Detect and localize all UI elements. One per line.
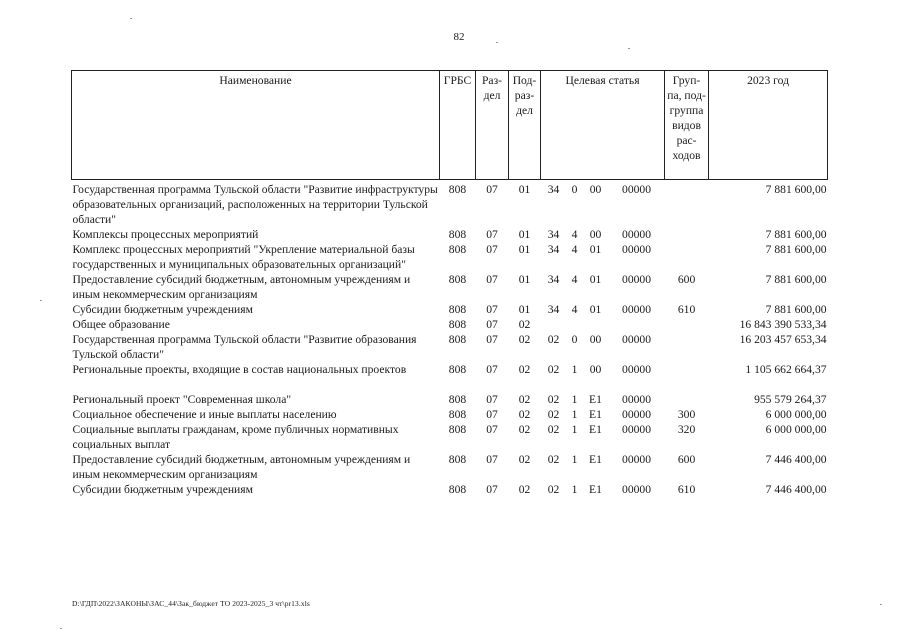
file-path-footer: D:\ГДП\2022\ЗАКОНЫ\ЗАС_44\Зак_бюджет ТО 2023-2025_3 чт\pr13.xls <box>72 599 310 608</box>
row-name: Субсидии бюджетным учреждениям <box>72 303 253 316</box>
row-razdel: 07 <box>486 273 498 286</box>
header-year-2023: 2023 год <box>709 71 828 180</box>
row-grbs: 808 <box>448 318 467 331</box>
row-expense-group: 300 <box>677 408 696 421</box>
budget-sheet <box>71 70 827 497</box>
row-name: Государственная программа Тульской области "Развитие инфраструктуры образовательных организаций, расположенных на территории Тульской области" <box>72 183 438 226</box>
row-target-event: E1 <box>589 453 602 466</box>
row-target-direction: 00000 <box>622 243 652 256</box>
row-name: Комплекс процессных мероприятий "Укрепление материальной базы государственных и муниципальных образовательных организаций" <box>72 243 415 271</box>
row-expense-group <box>665 332 709 362</box>
row-amount: 6 000 000,00 <box>765 408 827 421</box>
row-target-program: 02 <box>547 483 560 496</box>
row-podrazdel: 01 <box>518 183 531 196</box>
scan-speck <box>40 300 42 301</box>
row-target-direction: 00000 <box>622 333 652 346</box>
row-target-event: E1 <box>589 483 602 496</box>
table-row <box>72 242 828 272</box>
row-amount: 16 203 457 653,34 <box>739 333 827 346</box>
row-target-program: 02 <box>547 453 560 466</box>
row-grbs: 808 <box>448 273 467 286</box>
row-expense-group <box>665 317 709 332</box>
row-podrazdel: 02 <box>518 483 531 496</box>
row-grbs: 808 <box>448 333 467 346</box>
table-row <box>72 482 828 497</box>
row-amount: 955 579 264,37 <box>754 393 827 406</box>
row-podrazdel: 01 <box>518 273 531 286</box>
row-razdel: 07 <box>486 363 498 376</box>
table-row <box>72 422 828 452</box>
row-target-direction: 00000 <box>622 183 652 196</box>
row-podrazdel: 01 <box>518 303 531 316</box>
scan-speck <box>60 628 62 629</box>
row-grbs: 808 <box>448 423 467 436</box>
row-razdel: 07 <box>486 393 498 406</box>
table-row <box>72 272 828 302</box>
row-expense-group: 600 <box>677 273 696 286</box>
row-target-event: E1 <box>589 423 602 436</box>
row-target-subprogram: 1 <box>571 393 578 406</box>
header-razdel: Раз- дел <box>476 71 509 180</box>
row-target-subprogram: 1 <box>571 453 578 466</box>
row-target-event: 00 <box>589 183 602 196</box>
row-target-program: 34 <box>547 303 560 316</box>
scan-speck <box>628 48 630 49</box>
row-grbs: 808 <box>448 228 467 241</box>
row-podrazdel: 02 <box>518 318 531 331</box>
header-podrazdel: Под- раз- дел <box>509 71 541 180</box>
row-target-event: 01 <box>589 243 602 256</box>
row-target-subprogram: 4 <box>571 228 578 241</box>
header-expense-group: Груп- па, под- группа видов рас- ходов <box>665 71 709 180</box>
row-grbs: 808 <box>448 183 467 196</box>
scan-speck <box>880 604 882 605</box>
row-target-direction: 00000 <box>622 363 652 376</box>
row-podrazdel: 02 <box>518 453 531 466</box>
row-target-subprogram: 1 <box>571 423 578 436</box>
row-target-subprogram: 0 <box>571 183 578 196</box>
table-row <box>72 362 828 392</box>
row-expense-group <box>665 242 709 272</box>
row-expense-group: 610 <box>677 483 696 496</box>
row-razdel: 07 <box>486 318 498 331</box>
table-row <box>72 302 828 317</box>
row-name: Предоставление субсидий бюджетным, автономным учреждениям и иным некоммерческим организациям <box>72 273 411 301</box>
row-expense-group: 600 <box>677 453 696 466</box>
table-row <box>72 332 828 362</box>
row-podrazdel: 02 <box>518 333 531 346</box>
row-target-direction: 00000 <box>622 303 652 316</box>
row-podrazdel: 02 <box>518 393 531 406</box>
row-podrazdel: 02 <box>518 408 531 421</box>
page-number: 82 <box>453 31 465 43</box>
row-grbs: 808 <box>448 303 467 316</box>
row-name: Региональные проекты, входящие в состав национальных проектов <box>72 363 407 376</box>
row-target-subprogram: 4 <box>571 243 578 256</box>
row-target-direction: 00000 <box>622 453 652 466</box>
row-target-program: 02 <box>547 408 560 421</box>
row-expense-group: 320 <box>677 423 696 436</box>
row-target-program: 34 <box>547 243 560 256</box>
row-amount: 7 881 600,00 <box>765 183 827 196</box>
header-name: Наименование <box>72 71 440 180</box>
row-target-event: E1 <box>589 393 602 406</box>
row-expense-group <box>665 392 709 407</box>
row-target-direction <box>609 317 665 332</box>
row-target-program: 02 <box>547 393 560 406</box>
row-target-direction: 00000 <box>622 228 652 241</box>
row-razdel: 07 <box>486 303 498 316</box>
row-target-subprogram: 4 <box>571 273 578 286</box>
row-razdel: 07 <box>486 423 498 436</box>
row-name: Предоставление субсидий бюджетным, автономным учреждениям и иным некоммерческим организациям <box>72 453 411 481</box>
row-podrazdel: 01 <box>518 243 531 256</box>
row-target-subprogram: 4 <box>571 303 578 316</box>
row-name: Комплексы процессных мероприятий <box>72 228 259 241</box>
row-podrazdel: 01 <box>518 228 531 241</box>
row-target-event: 00 <box>589 228 602 241</box>
table-body <box>72 180 828 498</box>
row-target-program: 02 <box>547 423 560 436</box>
row-target-program: 34 <box>547 183 560 196</box>
row-target-event: 00 <box>589 363 602 376</box>
row-razdel: 07 <box>486 243 498 256</box>
table-row <box>72 317 828 332</box>
row-amount: 6 000 000,00 <box>765 423 827 436</box>
row-target-direction: 00000 <box>622 408 652 421</box>
row-grbs: 808 <box>448 243 467 256</box>
row-name: Социальные выплаты гражданам, кроме публичных нормативных социальных выплат <box>72 423 399 451</box>
table-row <box>72 407 828 422</box>
row-target-program: 34 <box>547 273 560 286</box>
row-target-event: E1 <box>589 408 602 421</box>
row-target-program: 34 <box>547 228 560 241</box>
row-razdel: 07 <box>486 408 498 421</box>
row-amount: 7 881 600,00 <box>765 228 827 241</box>
row-grbs: 808 <box>448 483 467 496</box>
row-target-subprogram <box>567 317 583 332</box>
row-razdel: 07 <box>486 453 498 466</box>
row-name: Социальное обеспечение и иные выплаты населению <box>72 408 337 421</box>
row-target-program <box>541 317 567 332</box>
row-razdel: 07 <box>486 483 498 496</box>
budget-table <box>71 70 828 497</box>
row-target-program: 02 <box>547 363 560 376</box>
row-amount: 7 881 600,00 <box>765 243 827 256</box>
row-grbs: 808 <box>448 363 467 376</box>
row-target-event: 00 <box>589 333 602 346</box>
row-target-event <box>583 317 609 332</box>
row-name: Субсидии бюджетным учреждениям <box>72 483 253 496</box>
table-row <box>72 452 828 482</box>
table-header-row <box>72 71 828 180</box>
row-podrazdel: 02 <box>518 363 531 376</box>
row-target-subprogram: 1 <box>571 363 578 376</box>
table-row <box>72 392 828 407</box>
row-amount: 16 843 390 533,34 <box>739 318 827 331</box>
row-grbs: 808 <box>448 408 467 421</box>
row-grbs: 808 <box>448 393 467 406</box>
row-amount: 7 881 600,00 <box>765 273 827 286</box>
row-target-direction: 00000 <box>622 273 652 286</box>
header-target-article: Целевая статья <box>541 71 665 180</box>
row-expense-group <box>665 227 709 242</box>
row-amount: 7 881 600,00 <box>765 303 827 316</box>
row-target-direction: 00000 <box>622 483 652 496</box>
scan-speck <box>130 18 132 19</box>
row-target-subprogram: 1 <box>571 408 578 421</box>
scan-speck <box>496 42 498 43</box>
table-row <box>72 227 828 242</box>
row-target-subprogram: 0 <box>571 333 578 346</box>
row-razdel: 07 <box>486 183 498 196</box>
row-razdel: 07 <box>486 333 498 346</box>
row-target-program: 02 <box>547 333 560 346</box>
row-target-event: 01 <box>589 273 602 286</box>
row-razdel: 07 <box>486 228 498 241</box>
row-name: Региональный проект "Современная школа" <box>72 393 292 406</box>
row-expense-group <box>665 362 709 392</box>
row-target-subprogram: 1 <box>571 483 578 496</box>
row-amount: 1 105 662 664,37 <box>745 363 827 376</box>
row-name: Общее образование <box>72 318 170 331</box>
row-target-direction: 00000 <box>622 393 652 406</box>
row-expense-group: 610 <box>677 303 696 316</box>
row-target-direction: 00000 <box>622 423 652 436</box>
header-grbs: ГРБС <box>440 71 476 180</box>
row-expense-group <box>665 180 709 228</box>
row-amount: 7 446 400,00 <box>765 483 827 496</box>
table-row <box>72 180 828 228</box>
row-amount: 7 446 400,00 <box>765 453 827 466</box>
row-grbs: 808 <box>448 453 467 466</box>
row-name: Государственная программа Тульской области "Развитие образования Тульской области" <box>72 333 417 361</box>
row-target-event: 01 <box>589 303 602 316</box>
row-podrazdel: 02 <box>518 423 531 436</box>
